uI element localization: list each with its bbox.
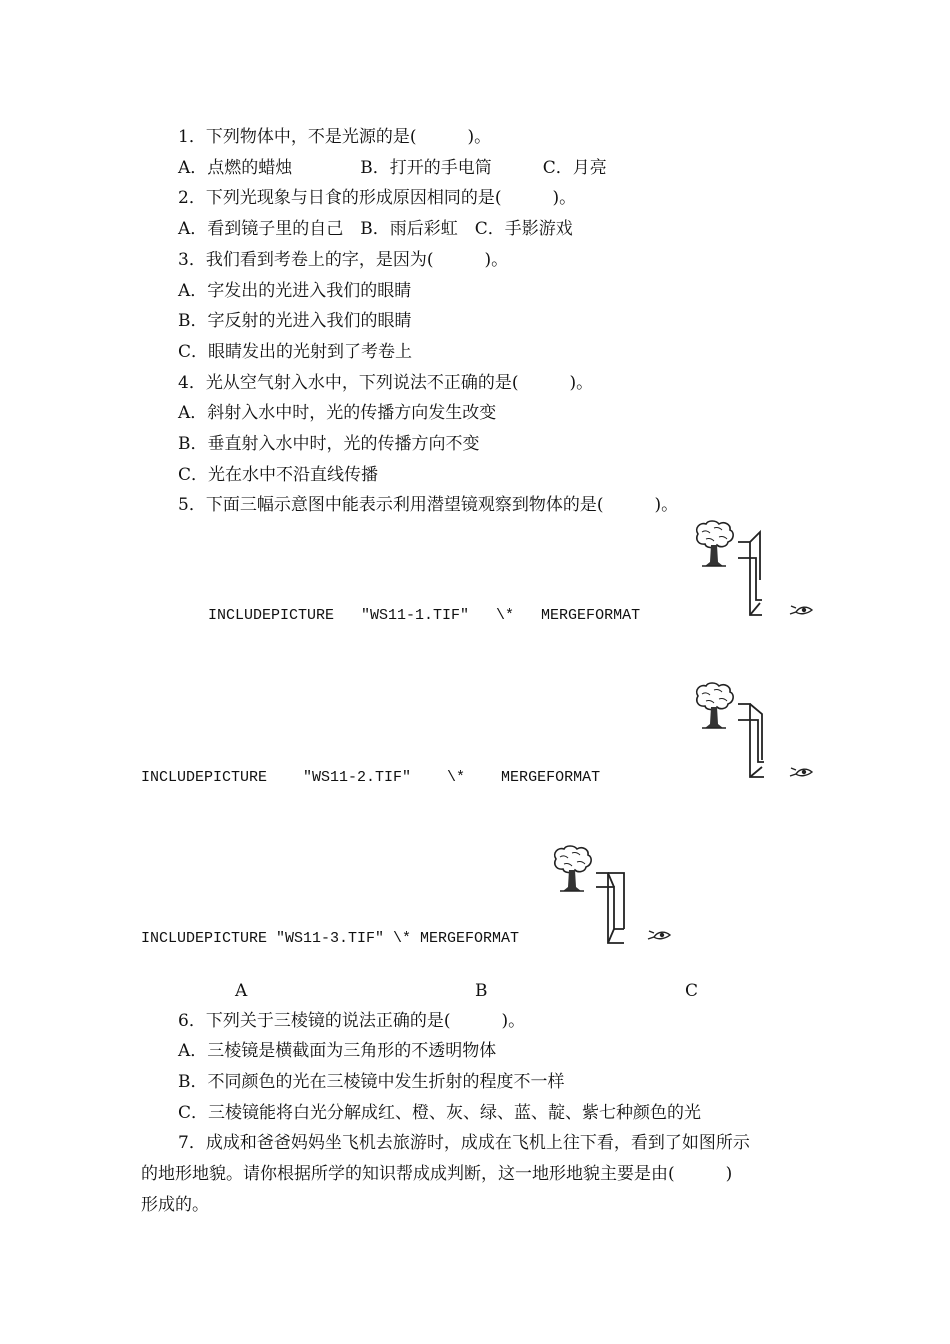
q5-field-code-1: INCLUDEPICTURE "WS11-1.TIF" \* MERGEFORMAT [208, 607, 641, 624]
q6-option-c: C．三棱镜能将白光分解成红、橙、灰、绿、蓝、靛、紫七种颜色的光 [178, 1103, 702, 1123]
q4-option-c: C．光在水中不沿直线传播 [178, 465, 379, 485]
q1-stem: 1．下列物体中，不是光源的是( )。 [178, 127, 492, 147]
q6-option-a: A．三棱镜是横截面为三角形的不透明物体 [178, 1041, 497, 1061]
q3-stem: 3．我们看到考卷上的字，是因为( )。 [178, 250, 509, 270]
q6-stem: 6．下列关于三棱镜的说法正确的是( )。 [178, 1011, 526, 1031]
eye-icon [648, 931, 670, 939]
q2-options: A．看到镜子里的自己 B．雨后彩虹 C．手影游戏 [178, 219, 573, 239]
periscope-tube-icon [738, 704, 764, 777]
periscope-tube-icon [596, 873, 624, 943]
figure-label-b: B [475, 981, 488, 1001]
q7-line-2: 的地形地貌。请你根据所学的知识帮成成判断，这一地形地貌主要是由( ) [141, 1164, 733, 1184]
periscope-figure-a [692, 520, 814, 622]
q3-option-a: A．字发出的光进入我们的眼睛 [178, 281, 412, 301]
q1-options: A．点燃的蜡烛 B．打开的手电筒 C．月亮 [178, 158, 607, 178]
periscope-figure-c [550, 845, 672, 947]
tree-icon [697, 683, 733, 728]
q3-option-b: B．字反射的光进入我们的眼睛 [178, 311, 412, 331]
figure-label-a: A [235, 981, 248, 1001]
periscope-figure-b [692, 682, 814, 784]
q7-line-1: 7．成成和爸爸妈妈坐飞机去旅游时，成成在飞机上往下看，看到了如图所示 [178, 1133, 750, 1153]
q4-option-b: B．垂直射入水中时，光的传播方向不变 [178, 434, 480, 454]
periscope-tube-icon [738, 532, 762, 615]
q5-field-code-2: INCLUDEPICTURE "WS11-2.TIF" \* MERGEFORMAT [141, 769, 601, 786]
eye-icon [790, 768, 812, 776]
q3-option-c: C．眼睛发出的光射到了考卷上 [178, 342, 413, 362]
eye-icon [790, 606, 812, 614]
q6-option-b: B．不同颜色的光在三棱镜中发生折射的程度不一样 [178, 1072, 565, 1092]
q4-option-a: A．斜射入水中时，光的传播方向发生改变 [178, 403, 497, 423]
q2-stem: 2．下列光现象与日食的形成原因相同的是( )。 [178, 188, 577, 208]
q5-field-code-3: INCLUDEPICTURE "WS11-3.TIF" \* MERGEFORMAT [141, 930, 520, 947]
q5-stem: 5．下面三幅示意图中能表示利用潜望镜观察到物体的是( )。 [178, 495, 679, 515]
tree-icon [697, 521, 733, 566]
tree-icon [555, 846, 591, 891]
q7-line-3: 形成的。 [141, 1195, 209, 1215]
q4-stem: 4．光从空气射入水中，下列说法不正确的是( )。 [178, 373, 594, 393]
figure-label-c: C [685, 981, 699, 1001]
